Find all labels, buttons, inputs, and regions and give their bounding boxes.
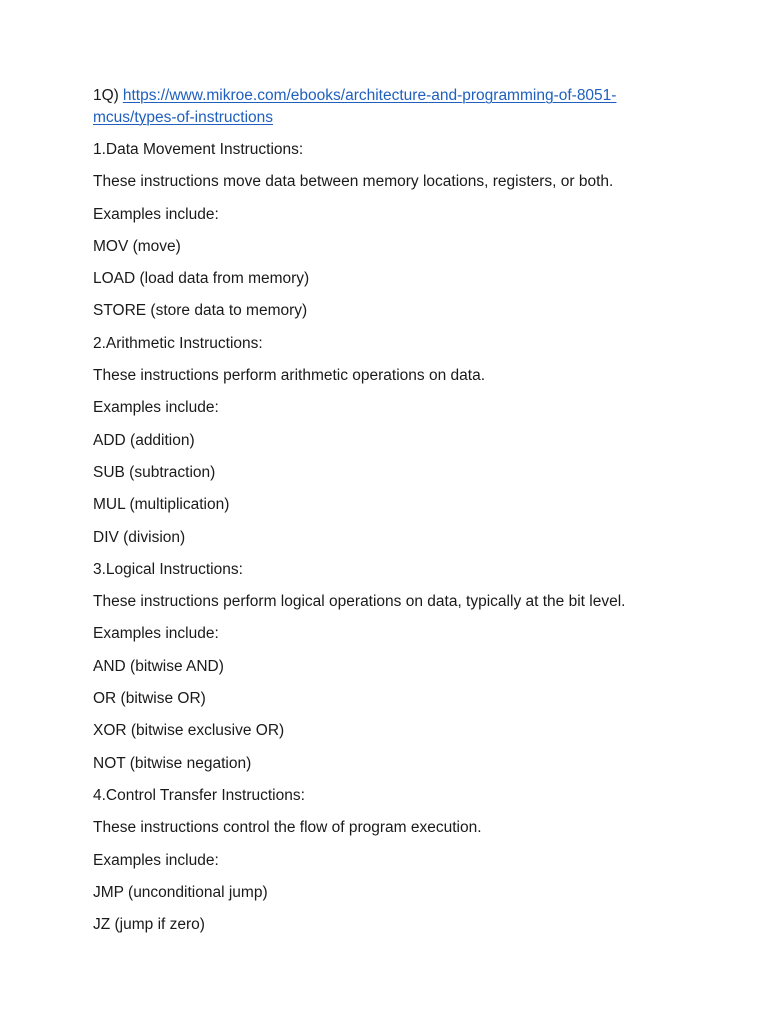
text-line: Examples include:	[93, 851, 219, 869]
text-line: 3.Logical Instructions:	[93, 560, 243, 578]
text-line: JMP (unconditional jump)	[93, 883, 268, 901]
text-line: These instructions control the flow of program execution.	[93, 819, 482, 837]
text-line: SUB (subtraction)	[93, 463, 216, 481]
text-line: MUL (multiplication)	[93, 496, 230, 514]
text-line: JZ (jump if zero)	[93, 916, 205, 934]
reference-link[interactable]: https://www.mikroe.com/ebooks/architecture-and-programming-of-8051-mcus/types-of-instructions	[93, 87, 617, 126]
text-line: OR (bitwise OR)	[93, 690, 206, 708]
text-lines	[93, 139, 693, 936]
text-line: ADD (addition)	[93, 431, 195, 449]
text-line: NOT (bitwise negation)	[93, 754, 252, 772]
text-line: 1.Data Movement Instructions:	[93, 141, 304, 158]
document-body	[93, 85, 693, 946]
text-line: Examples include:	[93, 205, 219, 223]
text-line: MOV (move)	[93, 237, 181, 255]
text-line: 2.Arithmetic Instructions:	[93, 334, 263, 352]
text-line: These instructions move data between memory locations, registers, or both.	[93, 173, 614, 191]
question-line	[93, 85, 693, 128]
text-line: LOAD (load data from memory)	[93, 270, 310, 288]
text-line: These instructions perform logical operations on data, typically at the bit level.	[93, 593, 626, 611]
text-line: AND (bitwise AND)	[93, 657, 224, 675]
question-label: 1Q)	[93, 87, 119, 104]
text-line: 4.Control Transfer Instructions:	[93, 786, 305, 804]
text-line: Examples include:	[93, 625, 219, 643]
text-line: STORE (store data to memory)	[93, 302, 308, 320]
text-line: These instructions perform arithmetic operations on data.	[93, 367, 485, 385]
text-line: Examples include:	[93, 399, 219, 417]
text-line: XOR (bitwise exclusive OR)	[93, 722, 285, 740]
text-line: DIV (division)	[93, 528, 186, 546]
